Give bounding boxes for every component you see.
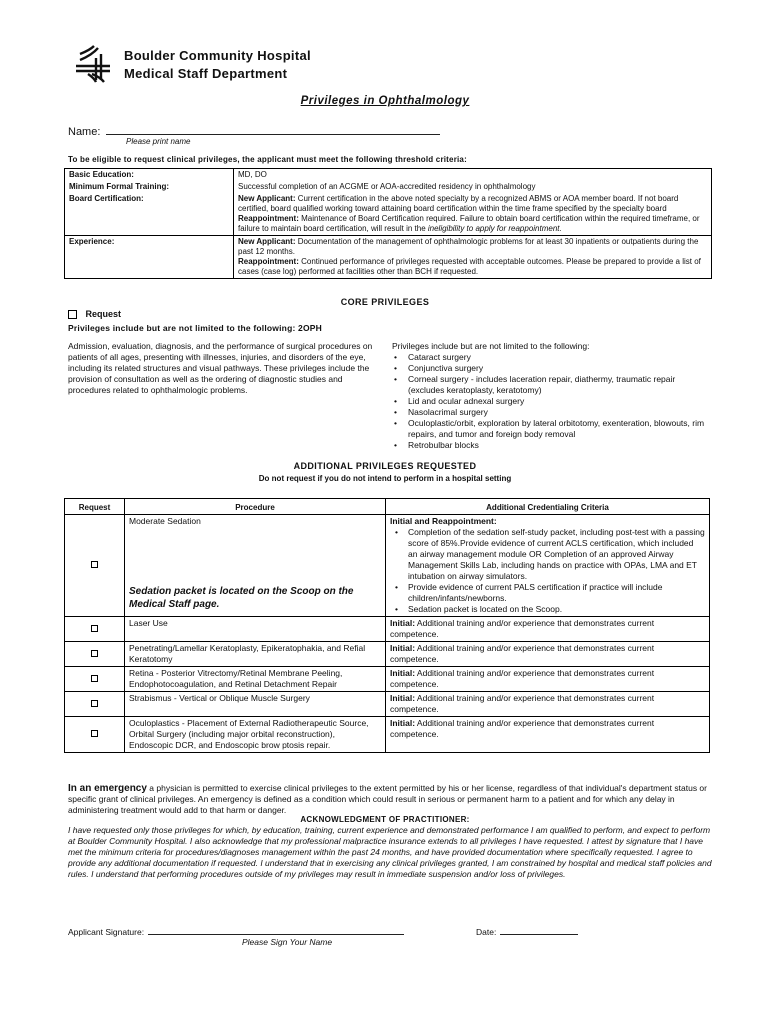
core-description: Admission, evaluation, diagnosis, and the performance of surgical procedures on patients of all ages, presenting with illnesses, injuries, and disorders of the eye, including its related structures and visual pathways. These privileges include the provision of consultation as well as the ordering of diagnostic studies and procedures related to ophthalmologic problems. xyxy=(68,341,373,395)
table-row xyxy=(65,667,710,692)
core-list-item: • Nasolacrimal surgery xyxy=(408,407,712,418)
core-list-item: • Conjunctiva surgery xyxy=(408,363,712,374)
emergency-lead: In an emergency xyxy=(68,783,147,794)
board-new-text: Current certification in the above noted specialty by a recognized ABMS or AOA member board. If not board certified, board qualified working toward attaining board certification within the time frame specified by the specialty board xyxy=(238,194,679,213)
exp-reapp-text: Continued performance of privileges requested with acceptable outcomes. Please be prepared to provide a list of cases (case log) performed at facilities other than BCH if requested. xyxy=(238,257,701,276)
min-training-label: Minimum Formal Training: xyxy=(65,181,234,193)
name-label: Name: xyxy=(68,126,101,138)
criteria-item: • Provide evidence of current PALS certification if practice will include children/infants/newborns. xyxy=(408,582,705,604)
core-privileges-heading: CORE PRIVILEGES xyxy=(340,297,430,307)
core-list-item: • Lid and ocular adnexal surgery xyxy=(408,396,712,407)
name-row xyxy=(68,124,440,138)
acknowledgment-heading: ACKNOWLEDGMENT OF PRACTITIONER: xyxy=(300,815,470,824)
criteria-text: Additional training and/or experience that demonstrates current competence. xyxy=(390,618,655,639)
additional-privileges-table xyxy=(64,498,710,753)
print-name-hint: Please print name xyxy=(126,137,191,146)
threshold-intro: To be eligible to request clinical privileges, the applicant must meet the following threshold criteria: xyxy=(68,155,467,164)
board-cert-value xyxy=(234,193,711,235)
hospital-logo-icon xyxy=(74,44,112,84)
criteria-label: Initial: xyxy=(390,668,416,678)
basic-education-value: MD, DO xyxy=(238,170,267,179)
core-list-item: • Cataract surgery xyxy=(408,352,712,363)
criteria-label: Initial: xyxy=(390,618,416,628)
experience-label: Experience: xyxy=(65,236,234,278)
emergency-paragraph xyxy=(68,783,708,816)
signature-field[interactable] xyxy=(148,926,404,935)
criteria-text: Additional training and/or experience that demonstrates current competence. xyxy=(390,718,655,739)
table-header-row xyxy=(65,499,710,515)
date-field[interactable] xyxy=(500,926,578,935)
basic-education-label: Basic Education: xyxy=(65,169,234,181)
procedure-name: Penetrating/Lamellar Keratoplasty, Epikeratophakia, and Refial Keratotomy xyxy=(125,642,386,667)
core-request-row xyxy=(68,309,121,319)
col-criteria: Additional Credentialing Criteria xyxy=(386,499,710,515)
core-list-item: • Oculoplastic/orbit, exploration by lateral orbitotomy, exenteration, blowouts, rim repairs, and tumor and foreign body removal xyxy=(408,418,712,440)
col-request: Request xyxy=(65,499,125,515)
table-row xyxy=(65,642,710,667)
criteria-text: Additional training and/or experience that demonstrates current competence. xyxy=(390,693,655,714)
procedure-name: Retina - Posterior Vitrectomy/Retinal Membrane Peeling, Endophotocoagulation, and Retinal Detachment Repair xyxy=(125,667,386,692)
criteria-label: Initial: xyxy=(390,643,416,653)
exp-new-label: New Applicant: xyxy=(238,237,296,246)
criteria-item: • Completion of the sedation self-study packet, including post-test with a passing score of 85%.Provide evidence of current ACLS certification, which included an airway management module OR Completion of an approved Airway Management Skills Lab, including hands on practice with OPAs, LMA and ET intubation on airway simulators. xyxy=(408,527,705,582)
board-reapp-text: Maintenance of Board Certification required. Failure to obtain board certification within the required timeframe, or failure to maintain board certification, will result in the xyxy=(238,214,700,233)
exp-reapp-label: Reappointment: xyxy=(238,257,299,266)
request-checkbox[interactable] xyxy=(91,650,98,657)
core-list xyxy=(392,341,712,451)
core-request-label: Request xyxy=(85,309,122,319)
criteria-text: Additional training and/or experience that demonstrates current competence. xyxy=(390,643,655,664)
emergency-text: a physician is permitted to exercise clinical privileges to the extent permitted by his or her license, regardless of that individual's department status or specific grant of clinical privileges. An emergency is defined as a condition which could result in serious or permanent harm to a patient and for which any delay in administering treatment would add to that harm or danger. xyxy=(68,783,707,815)
org-line-2: Medical Staff Department xyxy=(124,66,288,81)
table-row xyxy=(65,692,710,717)
procedure-name: Oculoplastics - Placement of External Radiotherapeutic Source, Orbital Surgery (including major orbital reconstruction), Endoscopic DCR, and Endoscopic brow ptosis repair. xyxy=(125,717,386,753)
sedation-note: Sedation packet is located on the Scoop on the Medical Staff page. xyxy=(129,586,354,610)
additional-privileges-subheading: Do not request if you do not intend to perform in a hospital setting xyxy=(258,474,512,483)
table-row: Moderate Sedation Sedation packet is located on the Scoop on the Medical Staff page. Initial and Reappointment: • Completion of the sedation self-study packet, including post-test with a passing score of 85%.Provide evidence of current ACLS certification, which included an airway management module OR Completion of an approved Airway Management Skills Lab, including hands on practice with OPAs, LMA and ET intubation on airway simulators. • Provide evidence of current PALS certification if practice will include children/infants/newborns. • Sedation packet is located on the Scoop. xyxy=(65,515,710,617)
date-label: Date: xyxy=(476,927,497,937)
procedure-name: Laser Use xyxy=(125,617,386,642)
board-new-label: New Applicant: xyxy=(238,194,296,203)
request-checkbox[interactable] xyxy=(91,730,98,737)
board-reapp-italic: ineligibility to apply for reappointment. xyxy=(427,224,562,233)
request-checkbox[interactable] xyxy=(91,625,98,632)
page-title: Privileges in Ophthalmology xyxy=(300,95,470,107)
core-list-item: • Corneal surgery - includes laceration repair, diathermy, traumatic repair (excludes keratoplasty, keratotomy) xyxy=(408,374,712,396)
core-request-checkbox[interactable] xyxy=(68,310,77,319)
procedure-name: Moderate Sedation xyxy=(129,516,201,526)
criteria-label: Initial: xyxy=(390,693,416,703)
criteria-item: • Sedation packet is located on the Scoop. xyxy=(408,604,705,615)
board-cert-label: Board Certification: xyxy=(65,193,234,235)
additional-privileges-heading: ADDITIONAL PRIVILEGES REQUESTED xyxy=(293,461,477,471)
col-procedure: Procedure xyxy=(125,499,386,515)
exp-new-text: Documentation of the management of ophthalmologic problems for at least 30 inpatients or outpatients during the past 12 months. xyxy=(238,237,699,256)
acknowledgment-text: I have requested only those privileges for which, by education, training, current experience and demonstrated performance I am qualified to perform, and expect to perform at Boulder Community Hospital. I also acknowledge that my professional malpractice insurance extends to all privileges I have requested. I attest by signature that I have met the minimum criteria for procedures/diagnoses management within the past 24 months, and have provided documentation where specifically requested. I agree to provide any additional documentation if requested. I understand that in exercising any clinical privileges granted, I am constrained by hospital and medical staff policies and rules. I understand that performing procedures outside of my privileges may result in immediate suspension and/or loss of privileges. xyxy=(68,825,712,879)
request-checkbox[interactable] xyxy=(91,700,98,707)
core-list-intro: Privileges include but are not limited to the following: xyxy=(392,341,590,351)
name-field[interactable] xyxy=(106,124,440,135)
criteria-label: Initial: xyxy=(390,718,416,728)
signature-label: Applicant Signature: xyxy=(68,927,145,937)
procedure-name: Strabismus - Vertical or Oblique Muscle Surgery xyxy=(125,692,386,717)
organization-name xyxy=(124,47,311,83)
request-checkbox[interactable] xyxy=(91,561,98,568)
criteria-text: Additional training and/or experience that demonstrates current competence. xyxy=(390,668,655,689)
core-privileges-line: Privileges include but are not limited to the following: 2OPH xyxy=(68,323,323,333)
request-checkbox[interactable] xyxy=(91,675,98,682)
org-line-1: Boulder Community Hospital xyxy=(124,48,311,63)
date-row xyxy=(476,926,578,937)
table-row xyxy=(65,717,710,753)
experience-value xyxy=(234,236,711,278)
core-list-item: • Retrobulbar blocks xyxy=(408,440,712,451)
min-training-value: Successful completion of an ACGME or AOA-accredited residency in ophthalmology xyxy=(238,182,536,191)
criteria-title: Initial and Reappointment xyxy=(390,516,494,526)
signature-row xyxy=(68,926,404,937)
table-row xyxy=(65,617,710,642)
criteria-table xyxy=(64,168,712,279)
board-reapp-label: Reappointment: xyxy=(238,214,299,223)
sign-name-hint: Please Sign Your Name xyxy=(242,937,333,947)
